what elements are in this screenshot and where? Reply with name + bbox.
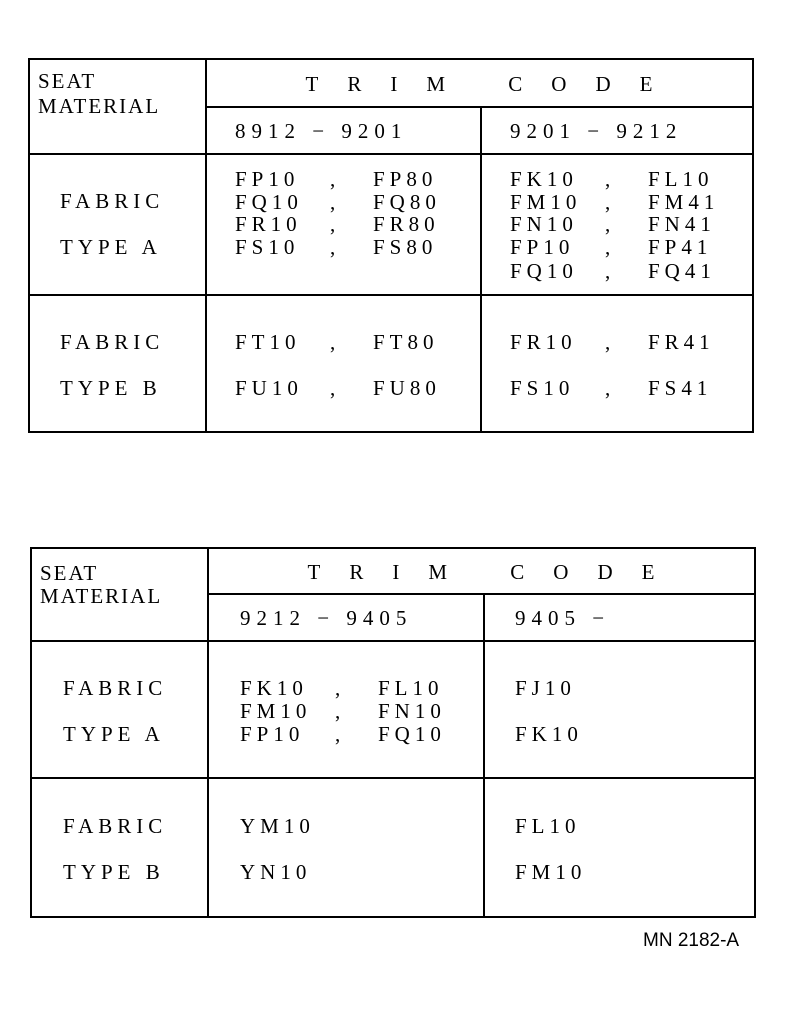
separator-comma: ,	[330, 235, 341, 259]
separator-comma: ,	[605, 212, 616, 236]
trim-code: FL10	[378, 676, 444, 700]
seat-material-label: TYPE B	[60, 376, 162, 400]
trim-code-title: TRIM CODE	[307, 560, 684, 584]
trim-code: FP80	[373, 167, 438, 191]
separator-comma: ,	[330, 167, 341, 191]
trim-code: FR41	[648, 330, 715, 354]
separator-comma: ,	[330, 190, 341, 214]
separator-comma: ,	[335, 676, 346, 700]
trim-code: FQ41	[648, 259, 716, 283]
divider	[207, 593, 756, 595]
trim-code: FK10	[515, 722, 583, 746]
trim-code: FT10	[235, 330, 301, 354]
separator-comma: ,	[605, 235, 616, 259]
trim-code: FJ10	[515, 676, 576, 700]
period-header: 9201 − 9212	[510, 119, 683, 143]
trim-code: FQ10	[235, 190, 303, 214]
trim-code: FP10	[510, 235, 575, 259]
seat-material-label: FABRIC	[63, 676, 168, 700]
separator-comma: ,	[330, 212, 341, 236]
trim-code: FL10	[515, 814, 581, 838]
trim-code: FM10	[510, 190, 582, 214]
seat-material-label: TYPE A	[60, 235, 162, 259]
seat-material-label: TYPE A	[63, 722, 165, 746]
trim-code: YM10	[240, 814, 315, 838]
separator-comma: ,	[335, 722, 346, 746]
seat-material-header: SEAT	[40, 561, 99, 585]
trim-code: FR80	[373, 212, 440, 236]
separator-comma: ,	[335, 699, 346, 723]
trim-code: FS10	[510, 376, 575, 400]
trim-code: FQ80	[373, 190, 441, 214]
trim-code: FQ10	[510, 259, 578, 283]
separator-comma: ,	[330, 376, 341, 400]
trim-code: FU80	[373, 376, 441, 400]
separator-comma: ,	[605, 376, 616, 400]
seat-material-header: SEAT	[38, 69, 97, 93]
seat-material-label: FABRIC	[60, 330, 165, 354]
period-header: 9405 −	[515, 606, 611, 630]
divider	[28, 153, 754, 155]
divider	[28, 294, 754, 296]
trim-code: FM10	[240, 699, 312, 723]
trim-code: FT80	[373, 330, 439, 354]
separator-comma: ,	[605, 330, 616, 354]
trim-code: FN41	[648, 212, 716, 236]
trim-code: FS80	[373, 235, 438, 259]
trim-code: FR10	[510, 330, 577, 354]
separator-comma: ,	[605, 259, 616, 283]
trim-code: FN10	[378, 699, 446, 723]
divider	[30, 640, 756, 642]
separator-comma: ,	[605, 190, 616, 214]
trim-code: FK10	[510, 167, 578, 191]
seat-material-label: FABRIC	[60, 189, 165, 213]
trim-code: FL10	[648, 167, 714, 191]
trim-code: FQ10	[378, 722, 446, 746]
divider	[480, 106, 482, 433]
trim-code: FS41	[648, 376, 713, 400]
trim-code: FR10	[235, 212, 302, 236]
trim-code: FP41	[648, 235, 713, 259]
separator-comma: ,	[330, 330, 341, 354]
divider	[205, 106, 754, 108]
trim-code: FN10	[510, 212, 578, 236]
seat-material-header: MATERIAL	[40, 584, 163, 608]
seat-material-label: TYPE B	[63, 860, 165, 884]
trim-code: FU10	[235, 376, 303, 400]
separator-comma: ,	[605, 167, 616, 191]
divider	[205, 58, 207, 433]
trim-code: FP10	[240, 722, 305, 746]
trim-code: FM41	[648, 190, 720, 214]
seat-material-label: FABRIC	[63, 814, 168, 838]
trim-code: YN10	[240, 860, 312, 884]
trim-code: FM10	[515, 860, 587, 884]
trim-code: FK10	[240, 676, 308, 700]
figure-id: MN 2182-A	[643, 930, 740, 951]
period-header: 9212 − 9405	[240, 606, 413, 630]
divider	[30, 777, 756, 779]
seat-material-header: MATERIAL	[38, 94, 161, 118]
period-header: 8912 − 9201	[235, 119, 408, 143]
trim-code-title: TRIM CODE	[305, 72, 682, 96]
trim-code: FS10	[235, 235, 300, 259]
trim-code: FP10	[235, 167, 300, 191]
divider	[207, 547, 209, 918]
